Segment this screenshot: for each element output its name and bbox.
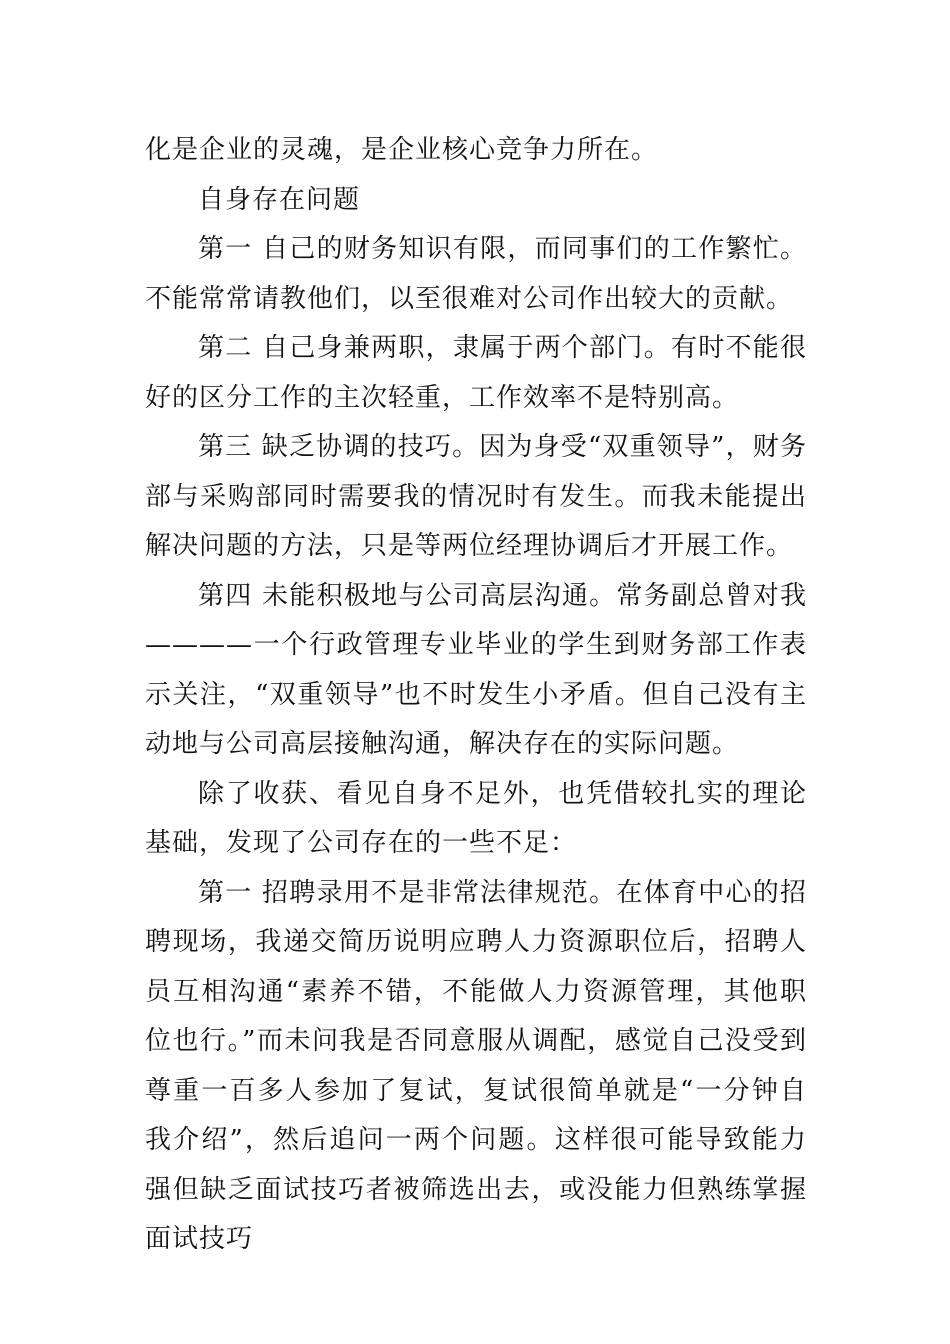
paragraph-problem-2: 第二 自己身兼两职，隶属于两个部门。有时不能很好的区分工作的主次轻重，工作效率不是特别高。 bbox=[145, 333, 807, 413]
document-body bbox=[145, 126, 807, 1265]
paragraph-problem-1: 第一 自己的财务知识有限，而同事们的工作繁忙。不能常常请教他们，以至很难对公司作出较大的贡献。 bbox=[145, 234, 807, 314]
paragraph-company-shortcomings-intro: 除了收获、看见自身不足外，也凭借较扎实的理论基础，发现了公司存在的一些不足： bbox=[145, 778, 807, 858]
section-heading: 自身存在问题 bbox=[198, 184, 361, 215]
paragraph-problem-3: 第三 缺乏协调的技巧。因为身受“双重领导”，财务部与采购部同时需要我的情况时有发生。而我未能提出解决问题的方法，只是等两位经理协调后才开展工作。 bbox=[145, 432, 807, 561]
paragraph-continuation: 化是企业的灵魂，是企业核心竞争力所在。 bbox=[145, 135, 659, 165]
paragraph-problem-4: 第四 未能积极地与公司高层沟通。常务副总曾对我————一个行政管理专业毕业的学生到财务部工作表示关注，“双重领导”也不时发生小矛盾。但自己没有主动地与公司高层接触沟通，解决存在的实际问题。 bbox=[145, 580, 807, 759]
paragraph-company-shortcoming-1: 第一 招聘录用不是非常法律规范。在体育中心的招聘现场，我递交简历说明应聘人力资源职位后，招聘人员互相沟通“素养不错，不能做人力资源管理，其他职位也行。”而未问我是否同意服从调配，感觉自己没受到尊重一百多人参加了复试，复试很简单就是“一分钟自我介绍”，然后追问一两个问题。这样很可能导致能力强但缺乏面试技巧者被筛选出去，或没能力但熟练掌握面试技巧 bbox=[145, 877, 807, 1254]
